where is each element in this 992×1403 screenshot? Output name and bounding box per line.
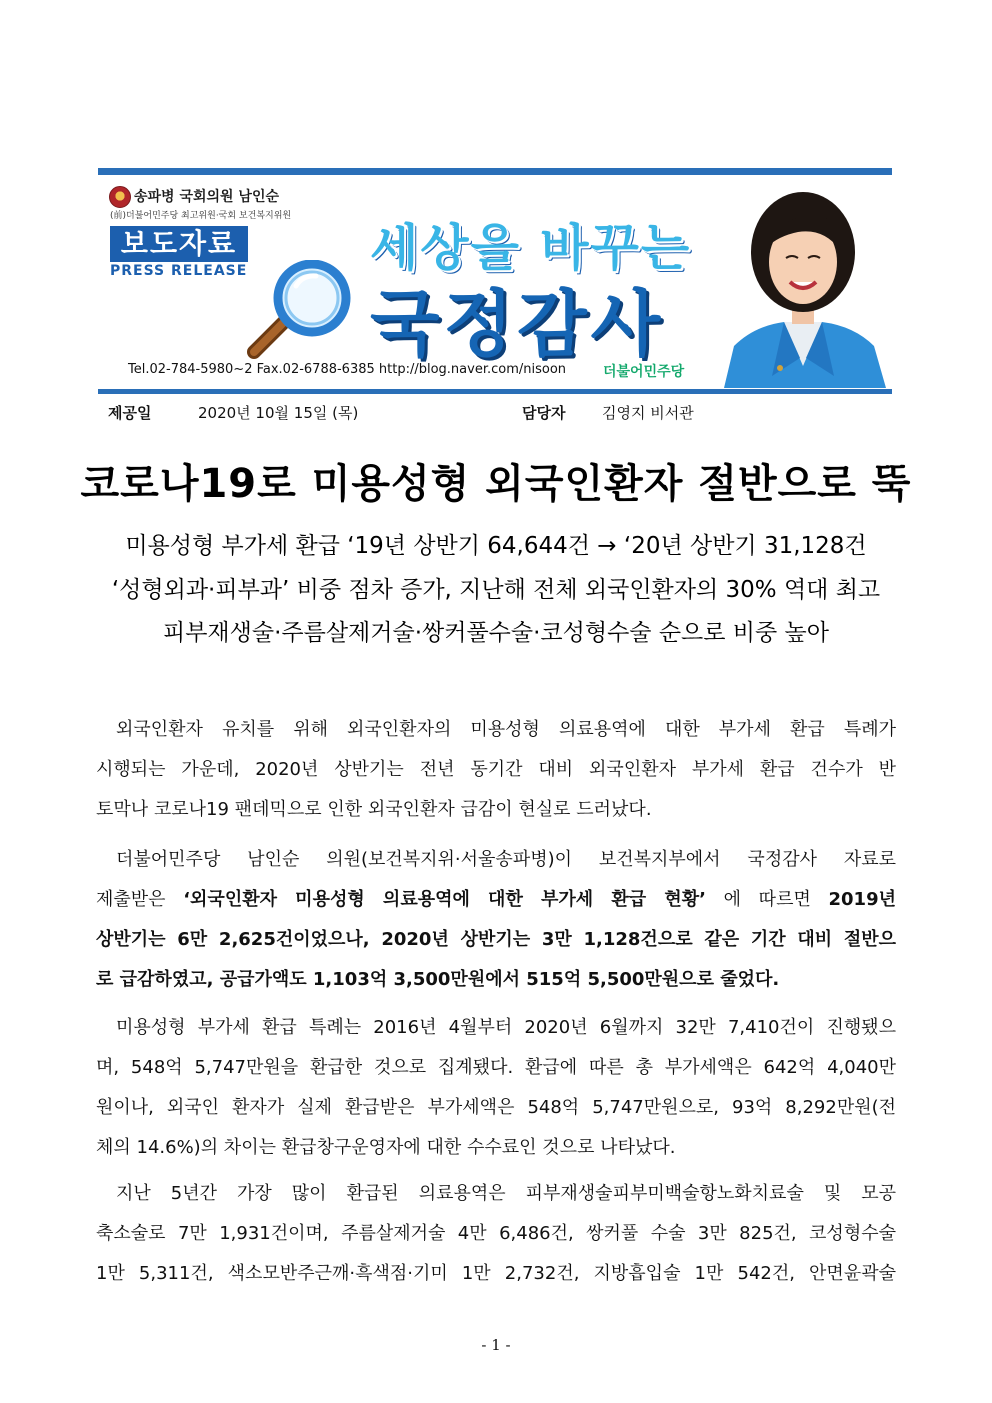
assembly-emblem-icon — [109, 186, 131, 208]
banner-headline-2: 국정감사 — [370, 282, 665, 366]
paragraph-line: 시행되는 가운데, 2020년 상반기는 전년 동기간 대비 외국인환자 부가세 환급 건수가 반 — [96, 759, 896, 780]
press-title: 코로나19로 미용성형 외국인환자 절반으로 뚝 — [80, 461, 912, 507]
subtitle-2: ‘성형외과·피부과’ 비중 점차 증가, 지난해 전체 외국인환자의 30% 역대 최고 — [111, 577, 881, 603]
subtitle-1: 미용성형 부가세 환급 ‘19년 상반기 64,644건 → ‘20년 상반기 31,128건 — [125, 533, 867, 559]
banner-contact-info: Tel.02-784-5980~2 Fax.02-6788-6385 http://blog.naver.com/nisoon — [128, 362, 567, 377]
provided-date-value: 2020년 10월 15일 (목) — [198, 404, 359, 422]
magnifier-icon — [224, 260, 354, 370]
report-name-quote: ‘외국인환자 미용성형 의료용역에 대한 부가세 환급 현황’ — [183, 889, 706, 910]
paragraph-line: 지난 5년간 가장 많이 환급된 의료용역은 피부재생술피부미백술항노화치료술 및 모공 — [116, 1183, 896, 1204]
paragraph-line: 더불어민주당 남인순 의원(보건복지위·서울송파병)이 보건복지부에서 국정감사 자료로 — [116, 849, 896, 870]
member-portrait — [714, 176, 892, 388]
press-release-label-en: PRESS RELEASE — [110, 263, 248, 279]
body-paragraph-1 — [96, 710, 896, 830]
press-release-label-ko: 보도자료 — [110, 226, 248, 262]
paragraph-line: 축소술로 7만 1,931건이며, 주름살제거술 4만 6,486건, 쌍커풀 수술 3만 825건, 코성형수술 — [96, 1223, 896, 1244]
press-release-banner — [98, 168, 892, 394]
paragraph-line: 며, 548억 5,747만원을 환급한 것으로 집계됐다. 환급에 따른 총 부가세액은 642억 4,040만 — [96, 1057, 896, 1078]
body-paragraph-4 — [96, 1174, 896, 1294]
paragraph-line: 상반기는 6만 2,625건이었으나, 2020년 상반기는 3만 1,128건으로 같은 기간 대비 절반으 — [96, 929, 896, 950]
member-name: 송파병 국회의원 남인순 — [134, 189, 279, 205]
contact-person-value: 김영지 비서관 — [602, 404, 694, 422]
paragraph-line: 외국인환자 유치를 위해 외국인환자의 미용성형 의료용역에 대한 부가세 환급 특례가 — [116, 719, 896, 740]
body-paragraph-3 — [96, 1008, 896, 1168]
paragraph-line: 원이나, 외국인 환자가 실제 환급받은 부가세액은 548억 5,747만원으로, 93억 8,292만원(전 — [96, 1097, 896, 1118]
paragraph-line: 로 급감하였고, 공급가액도 1,103억 3,500만원에서 515억 5,500만원으로 줄었다. — [96, 969, 780, 990]
banner-headline-1: 세상을 바꾸는 — [370, 219, 692, 277]
provided-date-label: 제공일 — [108, 404, 152, 422]
banner-bottom-stripe — [98, 389, 892, 394]
paragraph-line: 제출받은 ‘외국인환자 미용성형 의료용역에 대한 부가세 환급 현황’ 에 따르면 2019년 — [96, 889, 896, 910]
paragraph-line: 체의 14.6%)의 차이는 환급창구운영자에 대한 수수료인 것으로 나타났다. — [96, 1137, 676, 1158]
contact-person-label: 담당자 — [522, 404, 566, 422]
page-number: - 1 - — [481, 1336, 511, 1354]
banner-top-stripe — [98, 168, 892, 175]
member-role: (前)더불어민주당 최고위원·국회 보건복지위원 — [110, 211, 292, 221]
party-name: 더불어민주당 — [603, 364, 685, 380]
paragraph-line: 1만 5,311건, 색소모반주근깨·흑색점·기미 1만 2,732건, 지방흡입술 1만 542건, 안면윤곽술 — [96, 1263, 896, 1284]
paragraph-line: 토막나 코로나19 팬데믹으로 인한 외국인환자 급감이 현실로 드러났다. — [96, 799, 652, 820]
subtitle-3: 피부재생술·주름살제거술·쌍커풀수술·코성형수술 순으로 비중 높아 — [163, 620, 829, 646]
body-paragraph-2 — [96, 840, 896, 1000]
paragraph-line: 미용성형 부가세 환급 특례는 2016년 4월부터 2020년 6월까지 32만 7,410건이 진행됐으 — [116, 1017, 896, 1038]
